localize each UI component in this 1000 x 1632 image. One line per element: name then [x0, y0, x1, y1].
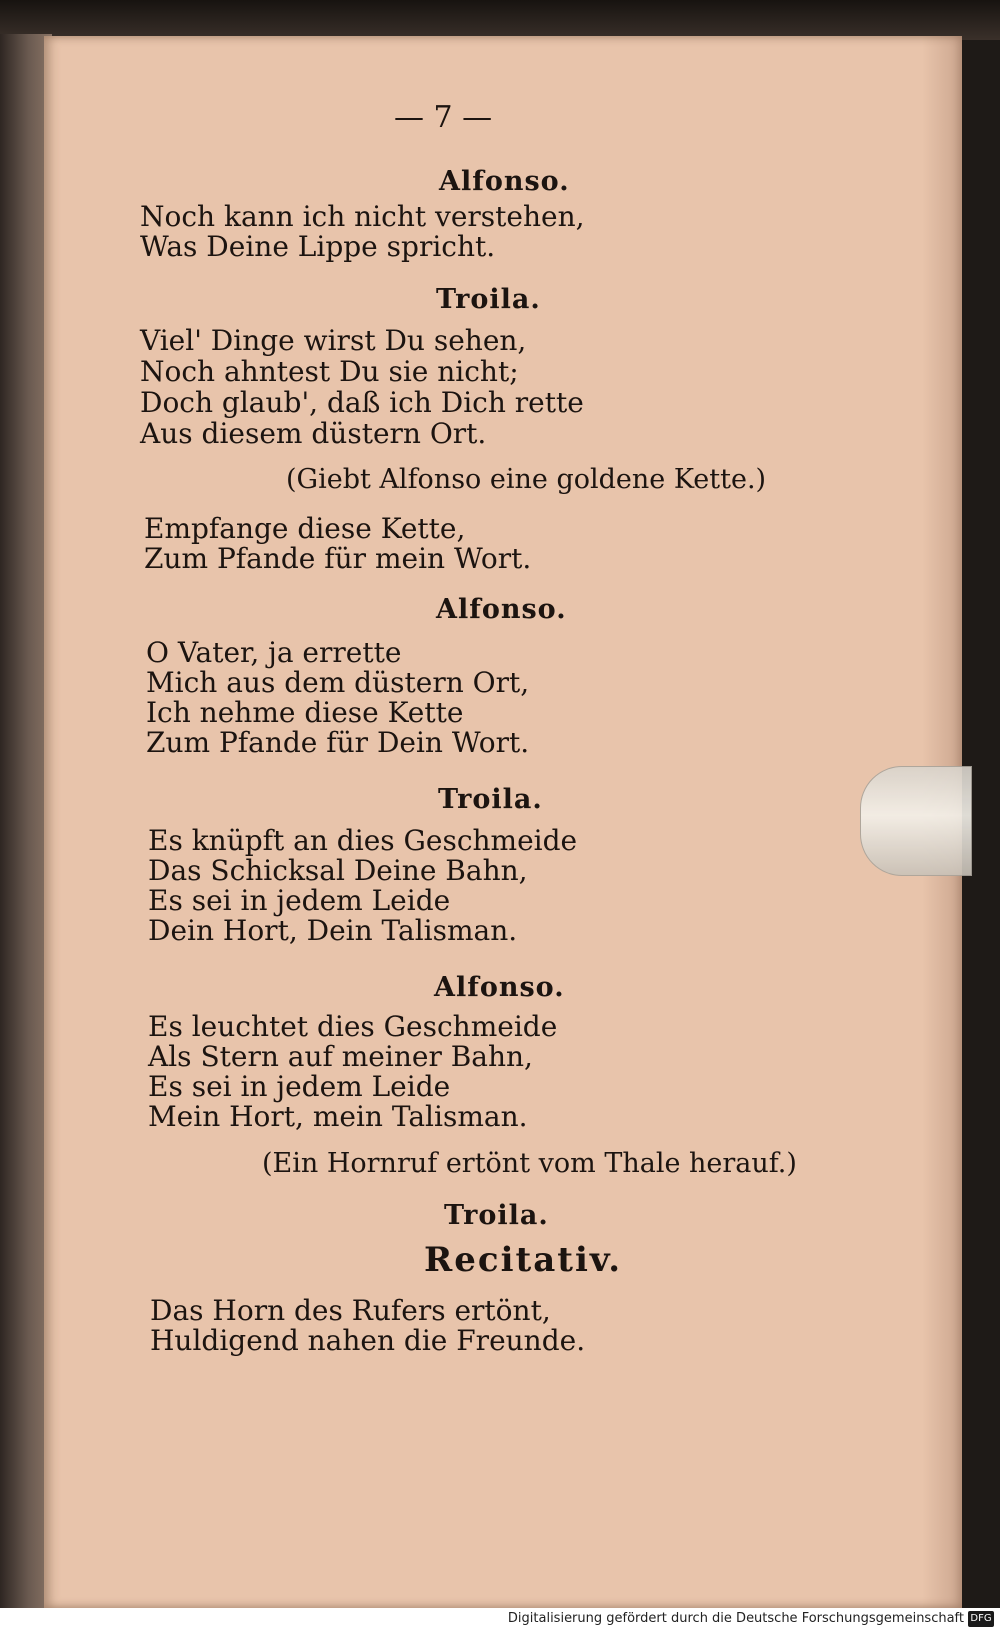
- verse-line: Es knüpft an dies Geschmeide: [148, 824, 578, 857]
- verse-line: Mich aus dem düstern Ort,: [146, 666, 530, 699]
- verse-line: Als Stern auf meiner Bahn,: [148, 1040, 533, 1073]
- book-page: [44, 36, 962, 1608]
- speaker-name: Troila.: [444, 1200, 549, 1231]
- verse-line: Es leuchtet dies Geschmeide: [148, 1010, 558, 1043]
- verse-line: Huldigend nahen die Freunde.: [150, 1324, 586, 1357]
- verse-line: Ich nehme diese Kette: [146, 696, 464, 729]
- speaker-name: Alfonso.: [439, 166, 570, 197]
- footer-credit: Digitalisierung gefördert durch die Deutsche Forschungsgemeinschaft: [507, 1611, 964, 1626]
- book-cover-top: [0, 0, 1000, 40]
- verse-line: Aus diesem düstern Ort.: [140, 417, 487, 450]
- speaker-name: Alfonso.: [436, 594, 567, 625]
- stage-direction: (Giebt Alfonso eine goldene Kette.): [286, 464, 767, 495]
- verse-line: Das Horn des Rufers ertönt,: [150, 1294, 551, 1327]
- verse-line: Doch glaub', daß ich Dich rette: [140, 386, 584, 419]
- footer: [0, 1608, 1000, 1632]
- section-heading: Recitativ.: [424, 1240, 623, 1280]
- speaker-name: Troila.: [436, 284, 541, 315]
- verse-line: Es sei in jedem Leide: [148, 884, 451, 917]
- speaker-name: Troila.: [438, 784, 543, 815]
- verse-line: Mein Hort, mein Talisman.: [148, 1100, 528, 1133]
- speaker-name: Alfonso.: [434, 972, 565, 1003]
- verse-line: Viel' Dinge wirst Du sehen,: [140, 324, 527, 357]
- verse-line: Zum Pfande für Dein Wort.: [146, 726, 530, 759]
- stage-direction: (Ein Hornruf ertönt vom Thale herauf.): [262, 1148, 797, 1179]
- verse-line: Dein Hort, Dein Talisman.: [148, 914, 518, 947]
- verse-line: Das Schicksal Deine Bahn,: [148, 854, 528, 887]
- page-number: — 7 —: [394, 100, 493, 135]
- page-clip: [860, 766, 972, 876]
- verse-line: Was Deine Lippe spricht.: [140, 230, 496, 263]
- verse-line: Zum Pfande für mein Wort.: [144, 542, 532, 575]
- verse-line: Noch kann ich nicht verstehen,: [140, 200, 585, 233]
- dfg-logo: DFG: [968, 1611, 994, 1627]
- verse-line: Es sei in jedem Leide: [148, 1070, 451, 1103]
- verse-line: O Vater, ja errette: [146, 636, 402, 669]
- verse-line: Noch ahntest Du sie nicht;: [140, 355, 519, 388]
- verse-line: Empfange diese Kette,: [144, 512, 466, 545]
